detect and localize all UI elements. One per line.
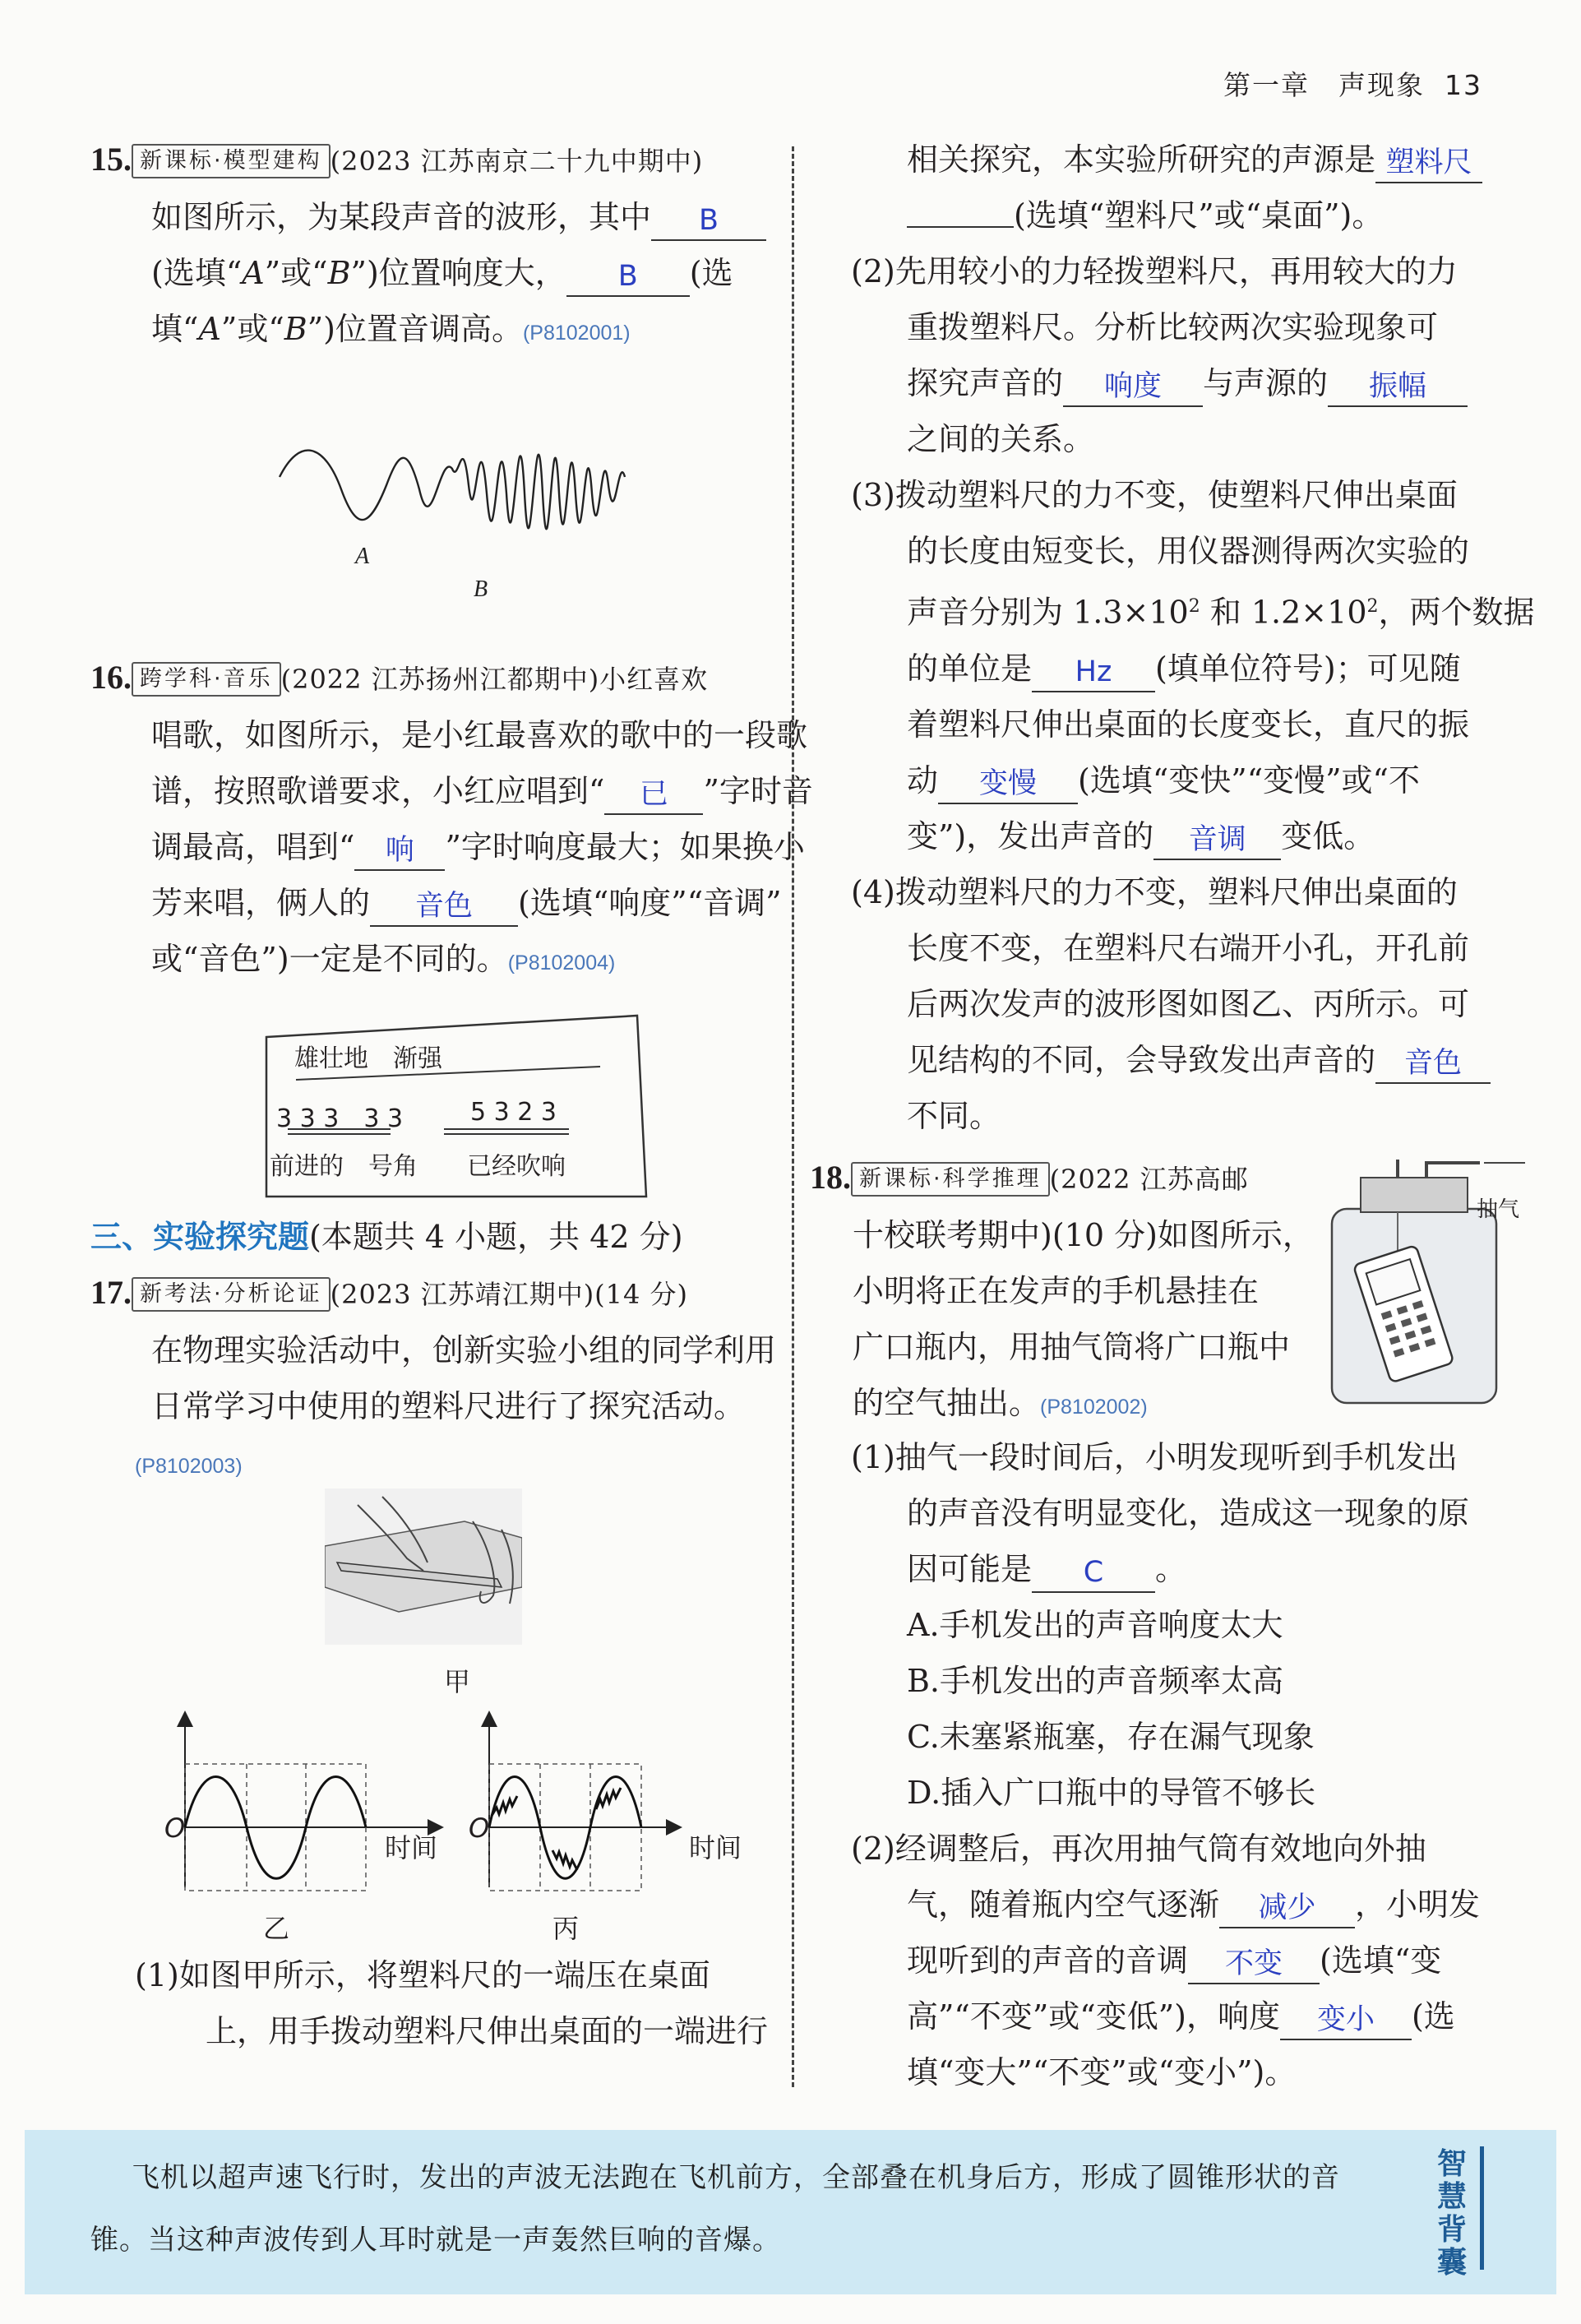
q16-title: 16. 跨学科·音乐 (2022 江苏扬州江都期中)小红喜欢: [90, 659, 709, 696]
q17-part1: (1)如图甲所示，将塑料尺的一端压在桌面 上，用手拨动塑料尺伸出桌面的一端进行: [135, 1957, 769, 2049]
q15-waveform-figure: [263, 354, 641, 641]
q17-answer7[interactable]: 音色: [1375, 1044, 1491, 1084]
wave-label-b: B: [474, 576, 488, 602]
q15-line2: (选填“A”或“B”)位置响度大， B (选: [90, 245, 781, 301]
waveform-yi-figure: [156, 1711, 469, 1900]
page-header: [1223, 64, 1482, 103]
q18-answer4[interactable]: 变小: [1280, 2001, 1412, 2040]
footer-text: 飞机以超声速飞行时，发出的声波无法跑在飞机前方，全部叠在机身后方，形成了圆锥形状的音 锥。当这种声波传到人耳时就是一声轰然巨响的音爆。: [90, 2161, 1340, 2257]
q15-answer2[interactable]: B: [566, 257, 690, 297]
section-title: 三、实验探究题: [90, 1219, 310, 1255]
q17-answer4[interactable]: Hz: [1032, 653, 1155, 692]
q17-tag: 新考法·分析论证: [132, 1277, 331, 1312]
q16-number: 16.: [90, 659, 132, 696]
q18-number: 18.: [810, 1159, 851, 1196]
q18-option-a: A.手机发出的声音响度太大: [907, 1607, 1283, 1643]
q15-title: [90, 132, 781, 189]
q15-number: 15.: [90, 141, 132, 178]
fig-caption-yi: 乙: [263, 1913, 290, 1944]
section3: 三、实验探究题(本题共 4 小题，共 42 分) 17. 新考法·分析论证 (2023 江苏靖江期中)(14 分) 在物理实验活动中，创新实验小组的同学利用 日常学习中使用的塑料尺进行了探究活动。 (P8102003): [90, 1209, 781, 1494]
q16: 16. 跨学科·音乐 (2022 江苏扬州江都期中)小红喜欢 唱歌，如图所示，是小红最喜欢的歌中的一段歌 谱，按照歌谱要求，小红应唱到“ 已 ”字时音 调最高，唱到“ 响 ”字时响度最大；如果换小 芳来唱，俩人的 音色 (选填“响度”“音调” 或“音色”)一定是不同的。(P8102004): [90, 650, 781, 991]
q18-title: 18. 新课标·科学推理 (2022 江苏高邮: [810, 1159, 1249, 1196]
q15-answer1[interactable]: B: [651, 201, 766, 241]
footer-bar: [1480, 2146, 1484, 2270]
chapter-title: 第一章 声现象: [1223, 69, 1425, 101]
q16-tag: 跨学科·音乐: [132, 662, 281, 697]
score-lyrics2: 已经吹响: [467, 1152, 566, 1181]
q18-tag: 新课标·科学推理: [851, 1162, 1050, 1197]
q15-code: (P8102001): [522, 322, 631, 345]
q18-answer3[interactable]: 不变: [1188, 1945, 1320, 1984]
waveform-curve: [280, 451, 625, 530]
page-number: 13: [1445, 69, 1482, 101]
score-notes1: 3 3 3 3 3: [276, 1104, 404, 1133]
q18-option-b: B.手机发出的声音频率太高: [907, 1663, 1284, 1699]
fig-caption-bing: 丙: [552, 1913, 580, 1944]
wave-label-a: A: [355, 544, 370, 569]
q18-body: (1)抽气一段时间后，小明发现听到手机发出 的声音没有明显变化，造成这一现象的原 因可能是 C 。 A.手机发出的声音响度太大 B.手机发出的声音频率太高 C.未塞紧瓶塞，存在漏气现象 D.插入广口瓶中的导管不够长 (2)经调整后，再次用抽气筒有效地向外抽 气，随着瓶内空气逐渐 减少 ，小明发 现听到的声音的音调 不变 (选填“变 高”“不变”或“变低”)，响度 变小 (选 填“变大”“不变”或“变小”)。: [851, 1429, 1525, 2100]
q17-title: 17. 新考法·分析论证 (2023 江苏靖江期中)(14 分): [90, 1274, 689, 1311]
yi-axis-origin: O: [164, 1812, 186, 1844]
q15-line1: 如图所示，为某段声音的波形，其中 B: [90, 189, 781, 245]
column-divider: [792, 146, 794, 2087]
q15-tag: 新课标·模型建构: [132, 144, 331, 178]
q16-answer3[interactable]: 音色: [370, 887, 518, 927]
q16-answer2[interactable]: 响: [354, 831, 445, 871]
q18-answer1[interactable]: C: [1032, 1553, 1155, 1593]
q18-option-c: C.未塞紧瓶塞，存在漏气现象: [907, 1719, 1315, 1755]
bing-axis-origin: O: [469, 1812, 490, 1844]
q18-option-d: D.插入广口瓶中的导管不够长: [907, 1775, 1316, 1811]
score-lyrics1: 前进的 号角: [270, 1152, 418, 1181]
score-header: 雄壮地 渐强: [294, 1044, 442, 1073]
ruler-desk-figure: [325, 1488, 522, 1645]
q17-number: 17.: [90, 1274, 132, 1311]
q18-answer2[interactable]: 减少: [1219, 1889, 1355, 1928]
yi-axis-time: 时间: [385, 1832, 438, 1863]
waveform-bing-figure: [460, 1711, 773, 1900]
q17-answer5[interactable]: 变慢: [938, 765, 1078, 804]
left-column: [90, 132, 781, 361]
score-notes2: 5 3 2 3: [470, 1098, 557, 1127]
q18-intro: 18. 新课标·科学推理 (2022 江苏高邮 十校联考期中)(10 分)如图所示， 小明将正在发声的手机悬挂在 广口瓶内，用抽气筒将广口瓶中 的空气抽出。(P8102002): [810, 1150, 1303, 1435]
right-column: 相关探究，本实验所研究的声源是 塑料尺 (选填“塑料尺”或“桌面”)。 (2)先用较小的力轻拨塑料尺，再用较大的力 重拨塑料尺。分析比较两次实验现象可 探究声音的 响度 与声源的 振幅 之间的关系。 (3)拨动塑料尺的力不变，使塑料尺伸出桌面 的长度由短变长，用仪器测得两次实验的 声音分别为 $1.3\times 10^2$ 和 $1.2\times 10^2$，两个数据 的单位是 Hz (填单位符号)；可见随 着塑料尺伸出桌面的长度变长，直尺的振 动 变慢 (选填“变快”“变慢”或“不 变”)，发出声音的 音调 变低。 (4)拨动塑料尺的力不变，塑料尺伸出桌面的 长度不变，在塑料尺右端开小孔，开孔前 后两次发声的波形图如图乙、丙所示。可 见结构的不同，会导致发出声音的 音色 不同。: [851, 141, 1535, 1134]
footer-side-label: 智慧背囊: [1436, 2147, 1467, 2280]
q17-answer1[interactable]: 塑料尺: [1375, 144, 1482, 183]
bottle-label: 抽气: [1477, 1197, 1520, 1222]
q17-answer3[interactable]: 振幅: [1328, 368, 1468, 407]
bing-axis-time: 时间: [689, 1832, 742, 1863]
q15-source: (2023 江苏南京二十九中期中): [330, 146, 704, 177]
fig-caption-jia: 甲: [444, 1666, 471, 1697]
q17-answer2[interactable]: 响度: [1063, 368, 1203, 407]
q17-answer6[interactable]: 音调: [1153, 821, 1281, 860]
q16-answer1[interactable]: 已: [604, 775, 703, 815]
q15-line3: 填“A”或“B”)位置音调高。(P8102001): [151, 311, 631, 347]
